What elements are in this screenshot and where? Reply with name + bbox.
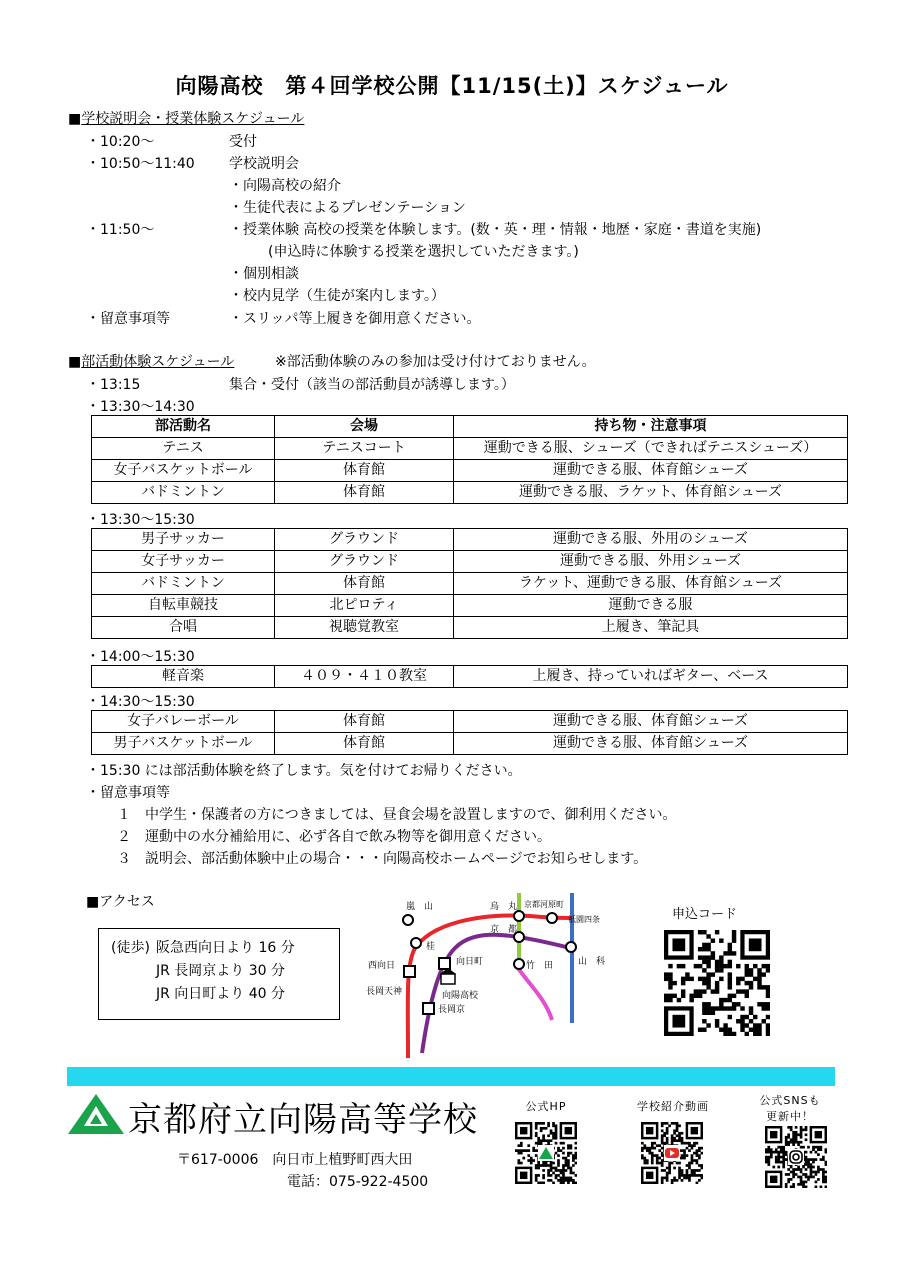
- club-venue: 北ピロティ: [275, 595, 454, 617]
- notes-heading: ・留意事項等: [86, 785, 170, 801]
- label-nishimuko: 西向日: [368, 960, 396, 970]
- table-row: [92, 617, 848, 639]
- access-line-3: JR 向日町より 40 分: [156, 986, 286, 1002]
- s1-desc-3: ・生徒代表によるプレゼンテーション: [229, 200, 466, 216]
- club-items: 運動できる服、体育館シューズ: [454, 711, 848, 733]
- block-time-2: ・14:00～15:30: [86, 649, 195, 665]
- section2-note: ※部活動体験のみの参加は受け付けておりません。: [275, 354, 596, 370]
- s1-time-4: ・11:50～: [86, 222, 155, 238]
- access-box: [98, 928, 340, 1020]
- section1-heading: [68, 108, 304, 128]
- s1-desc-0: 受付: [229, 134, 257, 150]
- label-gion: 祇園四条: [568, 915, 600, 924]
- table-row: [92, 595, 848, 617]
- sns-qr-code[interactable]: [765, 1126, 827, 1188]
- table-row: [92, 733, 848, 755]
- access-map: [360, 888, 610, 1058]
- club-table-3: [91, 710, 848, 755]
- apply-code-label: 申込コード: [672, 907, 738, 922]
- club-venue: グラウンド: [275, 551, 454, 573]
- footer-phone: 電話：075-922-4500: [287, 1174, 429, 1190]
- label-school: 向陽高校: [442, 990, 479, 1000]
- footer-divider: [67, 1067, 835, 1086]
- label-nagaokakyo: 長岡京: [438, 1004, 466, 1014]
- table-row: [92, 573, 848, 595]
- club-name: バドミントン: [92, 573, 275, 595]
- club-items: 運動できる服、ラケット、体育館シューズ: [454, 482, 848, 504]
- block-time-3: ・14:30～15:30: [86, 694, 195, 710]
- club-venue: 体育館: [275, 711, 454, 733]
- section2-heading-text: 部活動体験スケジュール: [81, 354, 235, 370]
- table-row: [92, 438, 848, 460]
- section1-marker: ■: [68, 111, 82, 127]
- label-karasuma: 烏 丸: [490, 901, 518, 911]
- school-name: 京都府立向陽高等学校: [128, 1100, 478, 1140]
- club-items: 運動できる服、外用のシューズ: [454, 529, 848, 551]
- access-line-2: JR 長岡京より 30 分: [156, 963, 286, 979]
- club-name: 女子バスケットボール: [92, 460, 275, 482]
- section1-heading-text: 学校説明会・授業体験スケジュール: [81, 111, 305, 127]
- station-nagaokakyo: [423, 1003, 434, 1014]
- section2-heading: [68, 351, 234, 371]
- s1-desc-6: ・個別相談: [229, 266, 299, 282]
- station-kawaramachi: [547, 913, 557, 923]
- qr-label-sns-2: 更新中！: [766, 1110, 814, 1123]
- club-table-1: [91, 528, 848, 639]
- label-takeda: 竹 田: [526, 960, 554, 970]
- video-qr-code[interactable]: [641, 1122, 703, 1184]
- footer-address: 〒617-0006 向日市上植野町西大田: [177, 1152, 413, 1168]
- club-name: 自転車競技: [92, 595, 275, 617]
- station-mukomachi: [439, 958, 450, 969]
- table-row: [92, 460, 848, 482]
- club-items: 運動できる服、体育館シューズ: [454, 733, 848, 755]
- club-name: 女子バレーボール: [92, 711, 275, 733]
- label-mukomachi: 向日町: [456, 956, 484, 966]
- qr-label-video: 学校紹介動画: [637, 1100, 709, 1113]
- s1-time-0: ・10:20～: [86, 134, 155, 150]
- header-items: 持ち物・注意事項: [454, 416, 848, 438]
- section2-marker: ■: [68, 354, 82, 370]
- qr-label-hp: 公式HP: [525, 1100, 567, 1113]
- note-text-1: 中学生・保護者の方につきましては、昼食会場を設置しますので、御利用ください。: [145, 807, 677, 823]
- club-venue: 体育館: [275, 460, 454, 482]
- table-header-row: [92, 416, 848, 438]
- s1-desc-4: ・授業体験 高校の授業を体験します。(数・英・理・情報・地歴・家庭・書道を実施): [229, 222, 762, 238]
- station-nishimuko: [404, 966, 415, 977]
- table-row: [92, 529, 848, 551]
- gather-time: ・13:15: [86, 377, 141, 393]
- s1-time-1: ・10:50～11:40: [86, 156, 195, 172]
- keihan-line: [518, 968, 552, 1020]
- club-name: 軽音楽: [92, 666, 275, 688]
- station-takeda: [514, 959, 524, 969]
- club-venue: 体育館: [275, 482, 454, 504]
- table-row: [92, 482, 848, 504]
- gather-desc: 集合・受付（該当の部活動員が誘導します。）: [229, 377, 515, 393]
- note-num-2: ２: [117, 829, 131, 845]
- label-katsura: 桂: [426, 941, 436, 951]
- club-name: 男子サッカー: [92, 529, 275, 551]
- note-num-3: ３: [117, 851, 131, 867]
- club-items: 上履き、持っていればギター、ベース: [454, 666, 848, 688]
- header-venue: 会場: [275, 416, 454, 438]
- s1-desc-1: 学校説明会: [229, 156, 299, 172]
- club-table-0: [91, 415, 848, 504]
- station-katsura: [411, 938, 421, 948]
- access-line-1: 阪急西向日より 16 分: [156, 940, 295, 956]
- school-logo-icon: [66, 1092, 126, 1136]
- club-venue: グラウンド: [275, 529, 454, 551]
- label-kawaramachi: 京都河原町: [524, 900, 564, 909]
- club-name: バドミントン: [92, 482, 275, 504]
- club-items: 上履き、筆記具: [454, 617, 848, 639]
- s1-time-8: ・留意事項等: [86, 311, 170, 327]
- block-time-1: ・13:30～15:30: [86, 512, 195, 528]
- walk-label: (徒歩): [111, 940, 150, 956]
- club-items: 運動できる服、体育館シューズ: [454, 460, 848, 482]
- block-time-0: ・13:30～14:30: [86, 399, 195, 415]
- label-arashiyama: 嵐 山: [406, 901, 434, 911]
- label-yamashina: 山 科: [578, 956, 606, 966]
- header-club: 部活動名: [92, 416, 275, 438]
- station-karasuma: [514, 911, 524, 921]
- club-venue: 体育館: [275, 733, 454, 755]
- s1-desc-8: ・スリッパ等上履きを御用意ください。: [229, 311, 481, 327]
- hp-qr-code[interactable]: [515, 1122, 577, 1184]
- note-text-2: 運動中の水分補給用に、必ず各自で飲み物等を御用意ください。: [145, 829, 551, 845]
- end-note: ・15:30 には部活動体験を終了します。気を付けてお帰りください。: [86, 763, 522, 779]
- club-venue: 体育館: [275, 573, 454, 595]
- note-text-3: 説明会、部活動体験中止の場合・・・向陽高校ホームページでお知らせします。: [145, 851, 648, 867]
- apply-qr-code[interactable]: [664, 930, 770, 1036]
- club-items: 運動できる服、シューズ（できればテニスシューズ）: [454, 438, 848, 460]
- table-row: [92, 711, 848, 733]
- label-nagaoka-tenjin: 長岡天神: [366, 986, 403, 996]
- club-venue: テニスコート: [275, 438, 454, 460]
- s1-desc-5: (申込時に体験する授業を選択していただきます。): [268, 244, 579, 260]
- page-title: 向陽高校 第４回学校公開【11/15(土)】スケジュール: [175, 74, 729, 98]
- club-venue: 視聴覚教室: [275, 617, 454, 639]
- club-items: ラケット、運動できる服、体育館シューズ: [454, 573, 848, 595]
- table-row: [92, 551, 848, 573]
- table-row: [92, 666, 848, 688]
- club-table-2: [91, 665, 848, 688]
- qr-label-sns-1: 公式SNSも: [759, 1094, 821, 1107]
- club-name: 合唱: [92, 617, 275, 639]
- club-venue: ４０９・４１０教室: [275, 666, 454, 688]
- club-name: 女子サッカー: [92, 551, 275, 573]
- s1-desc-2: ・向陽高校の紹介: [229, 178, 341, 194]
- club-items: 運動できる服: [454, 595, 848, 617]
- club-name: テニス: [92, 438, 275, 460]
- station-arashiyama: [403, 915, 413, 925]
- station-yamashina: [566, 942, 576, 952]
- club-items: 運動できる服、外用シューズ: [454, 551, 848, 573]
- label-kyoto: 京 都: [490, 924, 518, 934]
- club-name: 男子バスケットボール: [92, 733, 275, 755]
- note-num-1: １: [117, 807, 131, 823]
- access-heading: ■アクセス: [86, 894, 155, 910]
- s1-desc-7: ・校内見学（生徒が案内します。）: [229, 288, 445, 304]
